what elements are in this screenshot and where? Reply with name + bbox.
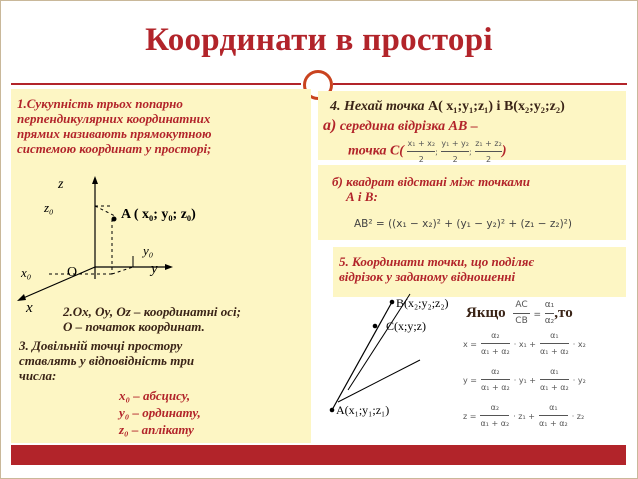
- frac-den: α₁ + α₂: [540, 383, 569, 392]
- p1-line: прямих називають прямокутною: [17, 126, 212, 141]
- distance-formula: AB² = ((x₁ − x₂)² + (y₁ − y₂)² + (z₁ − z₂)²): [354, 218, 572, 230]
- origin-label: O: [67, 265, 78, 280]
- point-c: [373, 324, 378, 329]
- formula-frac: [540, 328, 569, 359]
- x-arrow: [17, 294, 26, 301]
- z0-to-a: [95, 206, 115, 216]
- frac-num: α₂: [481, 328, 510, 344]
- formula-term: · z₂: [571, 412, 585, 422]
- p2-line: 2.Ox, Oy, Oz – координатні осі;: [63, 304, 241, 319]
- frac-den: α₁ + α₂: [538, 419, 568, 428]
- p3-line: 3. Довільній точці простору: [19, 338, 183, 353]
- z0-label: z₀: [44, 200, 54, 215]
- x-axis-label: x: [26, 300, 33, 316]
- fraction-x: [407, 136, 435, 167]
- ratio-condition: Якщо $\frac{AC}{CB}$ = $\frac{\text{α₁}}{\text{α₂}}$ ,то: [466, 298, 573, 329]
- z-arrow: [92, 176, 98, 184]
- formula-y: [463, 364, 586, 395]
- title-rule-right: [333, 83, 627, 85]
- if-word: Якщо: [466, 304, 506, 321]
- part-b-line: б) квадрат відстані між точками: [332, 174, 530, 189]
- lambda-den: α₂: [544, 316, 555, 326]
- point-c-label: C(x;y;z): [386, 319, 426, 333]
- coordinate-axes-diagram: [11, 174, 311, 314]
- part-a-text: середина відрізка АВ –: [336, 119, 478, 134]
- coordinate-names: [119, 387, 201, 438]
- fraction-num: x₁ + x₂: [407, 136, 435, 152]
- formula-frac: [539, 400, 568, 431]
- lambda-num: α₁: [545, 298, 555, 314]
- y-axis-label: y: [151, 261, 158, 277]
- part-a-label: а): [323, 117, 337, 134]
- frac-num: α₁: [539, 400, 568, 416]
- y-arrow: [165, 264, 173, 270]
- z-axis-label: z: [58, 177, 64, 192]
- formula-term: · z₁ +: [513, 412, 535, 422]
- frac-num: α₂: [480, 400, 509, 416]
- p2-line: O – початок координат.: [63, 319, 205, 334]
- formula-lhs: y =: [463, 376, 477, 386]
- point-a: [330, 408, 335, 413]
- formula-frac: [480, 400, 509, 431]
- segment-ab: [332, 302, 392, 410]
- x0-label: x₀: [21, 265, 32, 280]
- ratio-fraction: [513, 298, 529, 329]
- paragraph-5: [339, 254, 534, 284]
- frac-den: α₁ + α₂: [480, 383, 510, 392]
- ratio-num: AC: [513, 298, 529, 314]
- formula-term: · y₂: [572, 376, 586, 386]
- p5-line: 5. Координати точки, що поділяє: [339, 254, 534, 269]
- ratio-den: CB: [515, 316, 528, 326]
- frac-num: α₁: [540, 328, 569, 344]
- formula-term: · x₂: [572, 340, 586, 350]
- fraction-z: [475, 136, 502, 167]
- point-a-label: A(x₁;y₁;z₁): [336, 403, 390, 417]
- frac-num: α₂: [481, 364, 510, 380]
- title-rule-left: [11, 83, 301, 85]
- abscissa-line: x₀ – абсцису,: [119, 388, 191, 403]
- point-a: [112, 217, 117, 222]
- formula-z: [463, 400, 584, 431]
- formula-frac: [481, 364, 510, 395]
- x-axis: [21, 267, 95, 299]
- formula-frac: [540, 364, 569, 395]
- p1-line: перпендикулярних координатних: [17, 111, 211, 126]
- midpoint-prefix: точка С(: [348, 143, 404, 159]
- slide-title: Координати в просторі: [145, 22, 493, 58]
- y0-label: y₀: [143, 243, 154, 258]
- formula-term: · x₁ +: [513, 340, 537, 350]
- part-b-line: А і В:: [346, 189, 378, 204]
- formula-lhs: z =: [463, 412, 477, 422]
- frac-den: α₁ + α₂: [480, 419, 510, 428]
- left-panel: [11, 89, 311, 443]
- point-b: [390, 300, 395, 305]
- frac-num: α₁: [540, 364, 569, 380]
- axis-line: [338, 360, 420, 402]
- p3-line: ставлять у відповідність три: [19, 353, 195, 368]
- frac-den: α₁ + α₂: [480, 347, 510, 356]
- midpoint-formula: точка С( $\frac{\text{x₁ + x₂}}{2}$ ; $\frac{\text{y₁ + y₂}}{2}$ ; $\frac{\text{z₁ + z₂}}{2}$ ): [348, 136, 506, 167]
- fraction-den: 2: [485, 155, 492, 164]
- paragraph-3: [19, 338, 309, 383]
- fraction-num: y₁ + y₂: [441, 136, 469, 152]
- p4-text: 4. Нехай точка: [330, 99, 425, 114]
- formula-frac: [481, 328, 510, 359]
- paragraph-2: [63, 304, 311, 334]
- p1-line: 1.Сукупність трьох попарно: [17, 96, 183, 111]
- p4-and: і: [493, 99, 504, 114]
- point-a-label: A ( x₀; y₀; z₀): [121, 207, 196, 222]
- y0-projection: [112, 267, 133, 274]
- part-a-line: [323, 118, 478, 134]
- formula-term: · y₁ +: [513, 376, 537, 386]
- point-b-coords: B(x₂;y₂;z₂): [503, 99, 565, 114]
- point-b-label: B(x₂;y₂;z₂): [396, 296, 449, 310]
- fraction-y: [441, 136, 469, 167]
- frac-den: α₁ + α₂: [540, 347, 569, 356]
- formula-x: [463, 328, 586, 359]
- fraction-den: 2: [418, 155, 424, 164]
- p5-line: відрізок у заданому відношенні: [339, 269, 516, 284]
- p4-line: [330, 99, 565, 114]
- paragraph-1: [17, 96, 307, 156]
- bottom-accent-bar: [11, 445, 626, 465]
- right-panel-midpoint: [318, 91, 626, 164]
- p3-line: числа:: [19, 368, 57, 383]
- fraction-num: z₁ + z₂: [475, 136, 502, 152]
- lambda-fraction: [545, 298, 555, 329]
- part-b-text: [332, 174, 530, 204]
- formula-lhs: x =: [463, 340, 477, 350]
- applicate-line: z₀ – аплікату: [119, 422, 194, 437]
- p1-line: системою координат у просторі;: [17, 141, 212, 156]
- then-word: ,то: [554, 304, 573, 321]
- ordinate-line: y₀ – ординату,: [119, 405, 201, 420]
- point-a-coords: A( x₁;y₁;z₁): [427, 99, 494, 114]
- fraction-den: 2: [452, 155, 458, 164]
